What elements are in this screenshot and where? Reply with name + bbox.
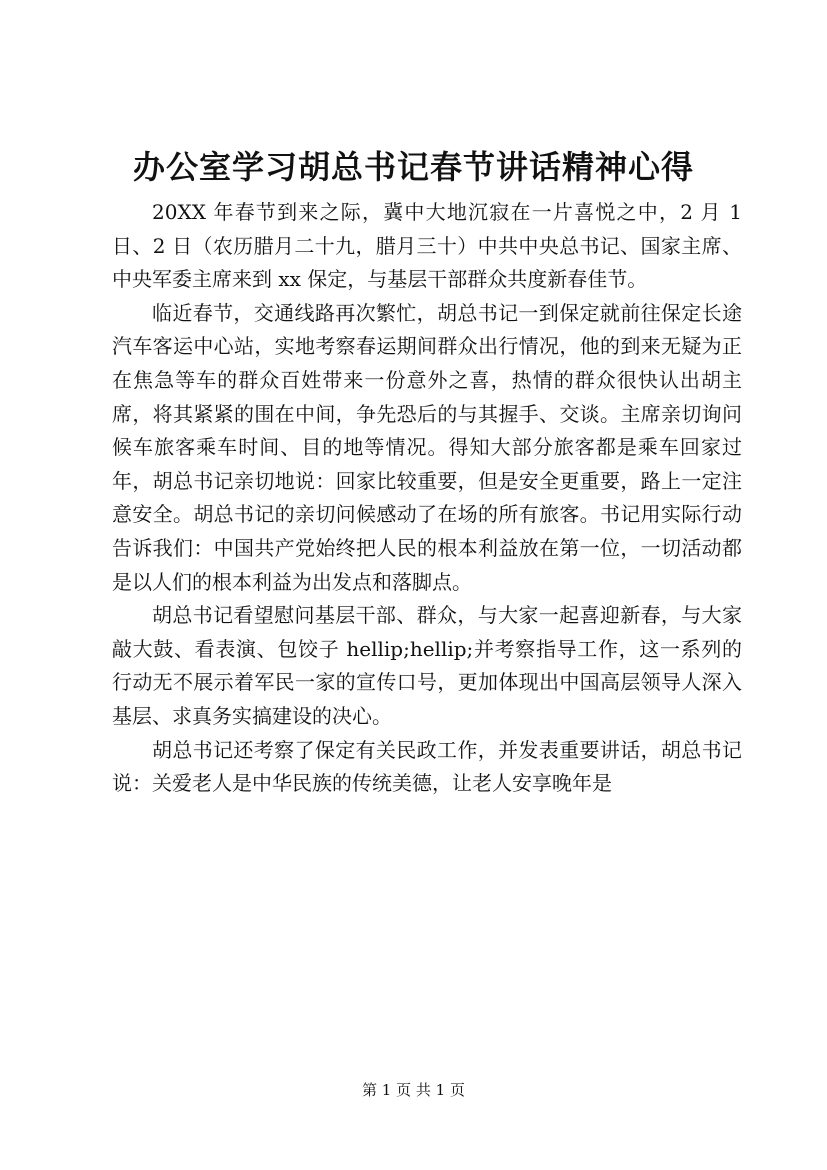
page-footer: 第 1 页 共 1 页	[362, 1081, 465, 1099]
paragraph-1: 20XX 年春节到来之际，冀中大地沉寂在一片喜悦之中，2 月 1 日、2 日（农历腊月二十九，腊月三十）中共中央总书记、国家主席、中央军委主席来到 xx 保定，与基层干部群众共度新春佳节。	[112, 200, 742, 292]
paragraph-4: 胡总书记还考察了保定有关民政工作，并发表重要讲话，胡总书记说：关爱老人是中华民族的传统美德，让老人安享晚年是	[112, 737, 742, 796]
document-title: 办公室学习胡总书记春节讲话精神心得	[132, 148, 694, 186]
document-body	[112, 196, 742, 801]
paragraph-3: 胡总书记看望慰问基层干部、群众，与大家一起喜迎新春，与大家敲大鼓、看表演、包饺子 hellip;hellip;并考察指导工作，这一系列的行动无不展示着军民一家的宣传口号，更加体现出中国高层领导人深入基层、求真务实搞建设的决心。	[112, 603, 742, 728]
paragraph-2: 临近春节，交通线路再次繁忙，胡总书记一到保定就前往保定长途汽车客运中心站，实地考察春运期间群众出行情况，他的到来无疑为正在焦急等车的群众百姓带来一份意外之喜，热情的群众很快认出胡主席，将其紧紧的围在中间，争先恐后的与其握手、交谈。主席亲切询问候车旅客乘车时间、目的地等情况。得知大部分旅客都是乘车回家过年，胡总书记亲切地说：回家比较重要，但是安全更重要，路上一定注意安全。胡总书记的亲切问候感动了在场的所有旅客。书记用实际行动告诉我们：中国共产党始终把人民的根本利益放在第一位，一切活动都是以人们的根本利益为出发点和落脚点。	[112, 300, 742, 594]
